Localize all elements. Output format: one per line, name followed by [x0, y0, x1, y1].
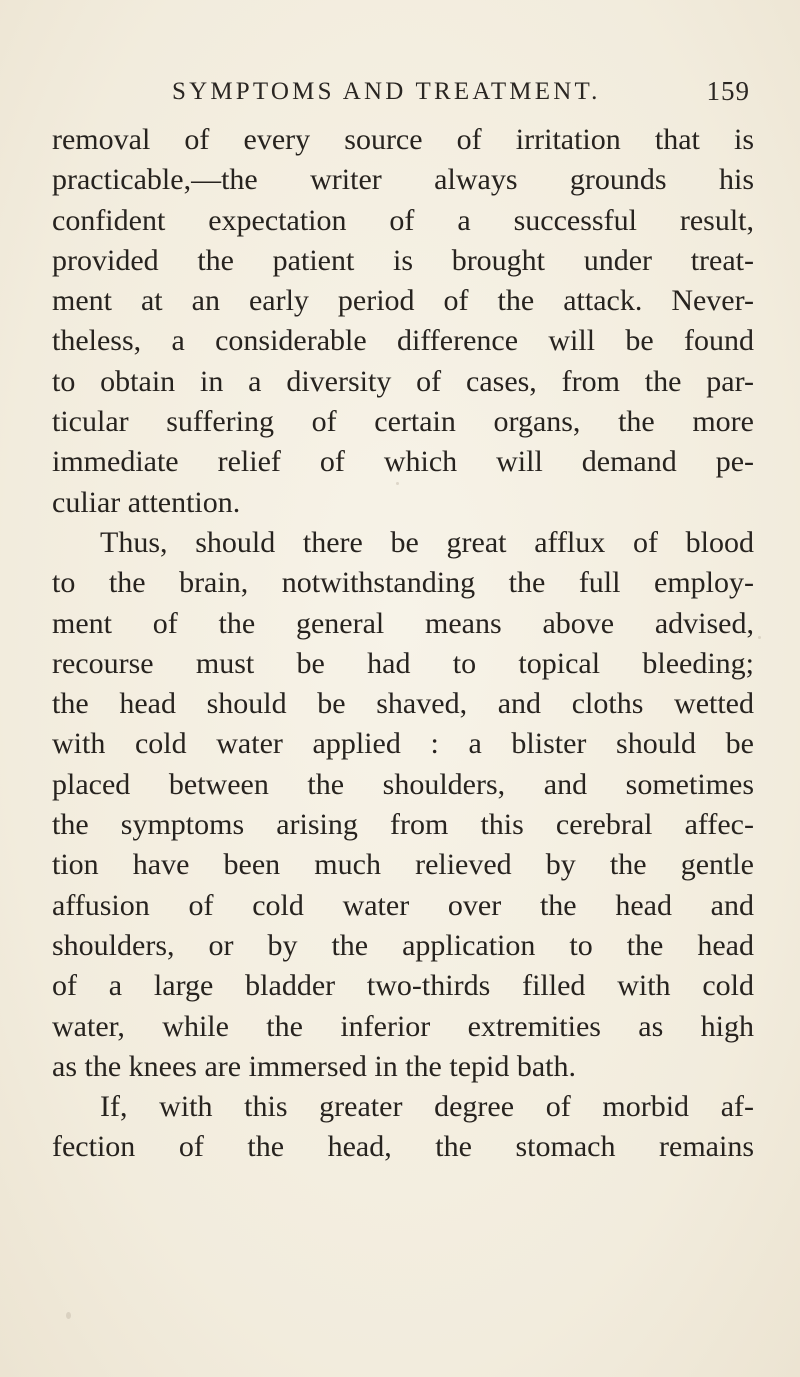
text-line: of a large bladder two-thirds filled with cold [52, 969, 754, 1003]
text-line: affusion of cold water over the head and [52, 888, 754, 922]
paper-speck [758, 636, 761, 639]
text-line: ment of the general means above advised, [52, 606, 754, 640]
text-line: tion have been much relieved by the gentle [52, 848, 754, 882]
paragraph-start-line: If, with this greater degree of morbid af- [100, 1090, 754, 1124]
text-line: immediate relief of which will demand pe- [52, 445, 754, 479]
text-line: confident expectation of a successful result, [52, 203, 754, 237]
text-line: provided the patient is brought under treat- [52, 243, 754, 277]
text-line: practicable,—the writer always grounds his [52, 163, 754, 197]
paragraph-start-line: Thus, should there be great afflux of blood [100, 525, 754, 559]
text-line: the head should be shaved, and cloths wetted [52, 687, 754, 721]
running-head-title: SYMPTOMS AND TREATMENT. [172, 78, 601, 105]
body-text [52, 120, 754, 1168]
text-line: the symptoms arising from this cerebral affec- [52, 808, 754, 842]
text-line: removal of every source of irritation that is [52, 123, 754, 156]
text-line: fection of the head, the stomach remains [52, 1130, 754, 1164]
running-head [150, 76, 750, 110]
text-line: recourse must be had to topical bleeding; [52, 646, 754, 680]
paper-speck [66, 1312, 71, 1319]
text-line: shoulders, or by the application to the head [52, 928, 754, 962]
text-line: ticular suffering of certain organs, the more [52, 405, 754, 439]
text-line: theless, a considerable difference will be found [52, 324, 754, 358]
text-line: to obtain in a diversity of cases, from the par- [52, 364, 754, 398]
text-line: with cold water applied : a blister should be [52, 727, 754, 761]
page-number: 159 [706, 76, 750, 106]
text-line: placed between the shoulders, and sometimes [52, 767, 754, 801]
text-line: to the brain, notwithstanding the full employ- [52, 566, 754, 600]
text-line: as the knees are immersed in the tepid bath. [52, 1049, 576, 1083]
paper-speck [396, 482, 399, 485]
text-line: culiar attention. [52, 485, 241, 519]
text-line: ment at an early period of the attack. Never- [52, 284, 754, 318]
text-line: water, while the inferior extremities as high [52, 1009, 754, 1043]
